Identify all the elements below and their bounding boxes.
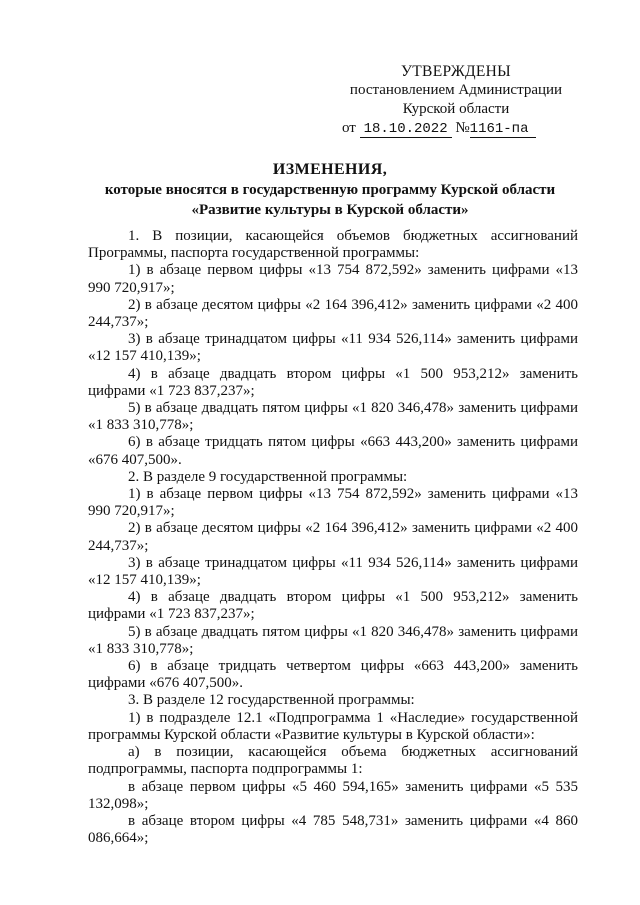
paragraph: 3) в абзаце тринадцатом цифры «11 934 526,114» заменить цифрами «12 157 410,139»; — [88, 554, 578, 589]
paragraph: 5) в абзаце двадцать пятом цифры «1 820 346,478» заменить цифрами «1 833 310,778»; — [88, 400, 578, 434]
paragraph: 1) в абзаце первом цифры «13 754 872,592» заменить цифрами «13 990 720,917»; — [88, 262, 578, 296]
document-heading — [60, 160, 600, 220]
paragraph: 6) в абзаце тридцать четвертом цифры «663 443,200» заменить цифрами «676 407,500». — [88, 658, 578, 692]
heading-line-2: которые вносятся в государственную программу Курской области — [104, 182, 556, 198]
paragraph: в абзаце первом цифры «5 460 594,165» заменить цифрами «5 535 132,098»; — [88, 778, 578, 812]
approval-date-line — [342, 119, 576, 138]
paragraph: в абзаце втором цифры «4 785 548,731» заменить цифрами «4 860 086,664»; — [88, 812, 578, 847]
paragraph: а) в позиции, касающейся объема бюджетных ассигнований подпрограммы, паспорта подпрограммы 1: — [88, 744, 578, 778]
approval-block — [336, 62, 576, 138]
paragraph: 4) в абзаце двадцать втором цифры «1 500 953,212» заменить цифрами «1 723 837,237»; — [88, 589, 578, 623]
paragraph: 1. В позиции, касающейся объемов бюджетных ассигнований Программы, паспорта государственной программы: — [88, 228, 578, 262]
heading-line-3: «Развитие культуры в Курской области» — [191, 202, 469, 218]
approval-title: УТВЕРЖДЕНЫ — [401, 63, 511, 80]
approval-number: 1161-па — [470, 121, 536, 138]
paragraph: 1) в подразделе 12.1 «Подпрограмма 1 «Наследие» государственной программы Курской области «Развитие культуры в Курской области»: — [88, 709, 578, 743]
paragraph: 1) в абзаце первом цифры «13 754 872,592» заменить цифрами «13 990 720,917»; — [88, 486, 578, 520]
paragraph: 2) в абзаце десятом цифры «2 164 396,412» заменить цифрами «2 400 244,737»; — [88, 520, 578, 554]
heading-title: ИЗМЕНЕНИЯ, — [272, 161, 388, 178]
paragraph: 6) в абзаце тридцать пятом цифры «663 443,200» заменить цифрами «676 407,500». — [88, 434, 578, 468]
paragraph: 4) в абзаце двадцать втором цифры «1 500 953,212» заменить цифрами «1 723 837,237»; — [88, 365, 578, 399]
paragraph: 2) в абзаце десятом цифры «2 164 396,412» заменить цифрами «2 400 244,737»; — [88, 296, 578, 331]
paragraph: 3) в абзаце тринадцатом цифры «11 934 526,114» заменить цифрами «12 157 410,139»; — [88, 331, 578, 365]
approval-line-1: постановлением Администрации — [349, 82, 563, 98]
paragraph: 3. В разделе 12 государственной программы: — [128, 692, 415, 709]
paragraph: 5) в абзаце двадцать пятом цифры «1 820 346,478» заменить цифрами «1 833 310,778»; — [88, 623, 578, 657]
approval-line-2: Курской области — [402, 101, 510, 117]
paragraph: 2. В разделе 9 государственной программы: — [128, 468, 408, 485]
approval-number-sign: № — [455, 120, 470, 136]
document-body — [88, 228, 578, 847]
approval-from: от — [342, 120, 356, 136]
approval-date: 18.10.2022 — [360, 121, 452, 138]
